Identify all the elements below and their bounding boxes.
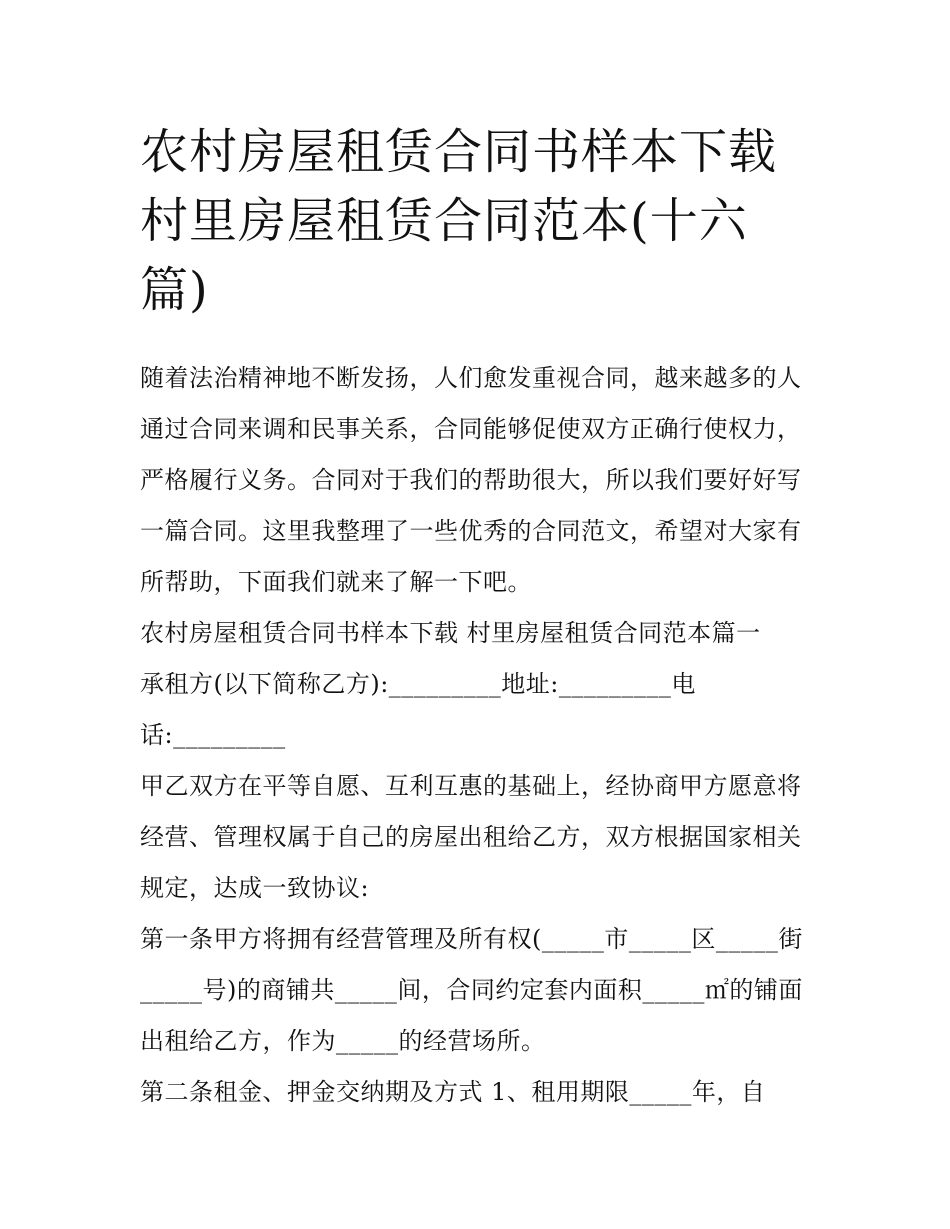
title-line: 村里房屋租赁合同范本(十六 — [140, 193, 748, 249]
tenant-info-line: 话:_________ — [140, 721, 286, 749]
section-heading: 农村房屋租赁合同书样本下载 村里房屋租赁合同范本篇一 — [140, 619, 761, 647]
tenant-info-line: 承租方(以下简称乙方):_________地址:_________电 — [140, 670, 696, 698]
intro-line: 通过合同来调和民事关系，合同能够促使双方正确行使权力， — [140, 415, 802, 443]
article-one-line: 第一条甲方将拥有经营管理及所有权(_____市_____区_____街 — [140, 925, 803, 953]
article-one-line: _____号)的商铺共_____间，合同约定套内面积_____㎡的铺面 — [140, 976, 803, 1004]
title-line: 篇) — [140, 262, 209, 318]
intro-line: 严格履行义务。合同对于我们的帮助很大，所以我们要好好写 — [140, 466, 802, 494]
document-title — [140, 118, 820, 325]
agreement-line: 规定，达成一致协议: — [140, 874, 370, 902]
agreement-line: 甲乙双方在平等自愿、互利互惠的基础上，经协商甲方愿意将 — [140, 772, 802, 800]
agreement-line: 经营、管理权属于自己的房屋出租给乙方，双方根据国家相关 — [140, 823, 802, 851]
article-two-line: 第二条租金、押金交纳期及方式 1、租用期限_____年，自 — [140, 1078, 766, 1106]
intro-line: 所帮助，下面我们就来了解一下吧。 — [140, 568, 532, 596]
intro-line: 随着法治精神地不断发扬，人们愈发重视合同，越来越多的人 — [140, 364, 802, 392]
article-one-line: 出租给乙方，作为_____的经营场所。 — [140, 1027, 546, 1055]
intro-line: 一篇合同。这里我整理了一些优秀的合同范文，希望对大家有 — [140, 517, 802, 545]
document-body — [140, 358, 820, 1123]
title-line: 农村房屋租赁合同书样本下载 — [140, 124, 778, 180]
